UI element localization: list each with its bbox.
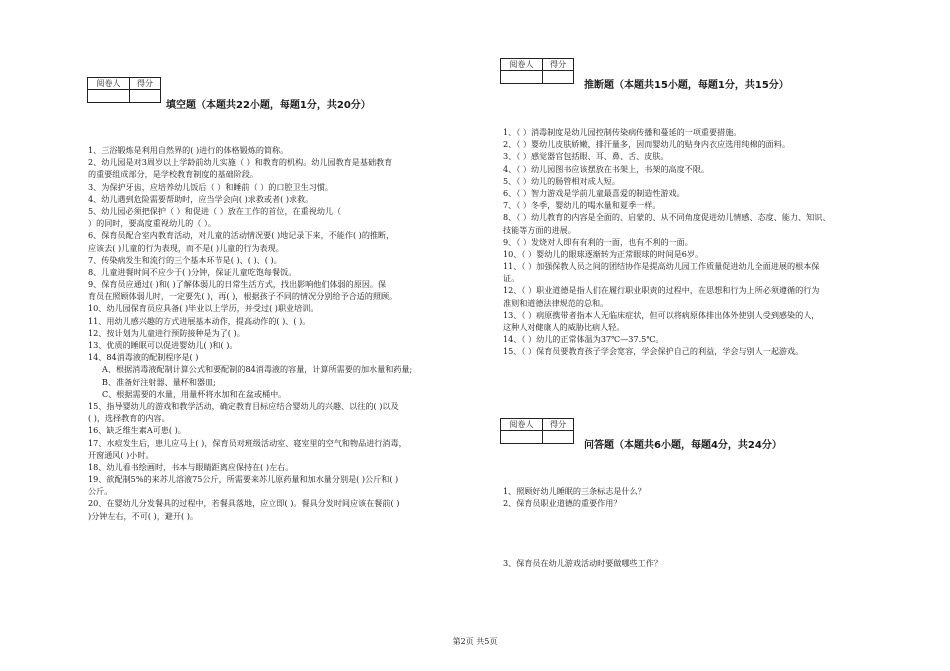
question-line: 公斤。 bbox=[88, 486, 113, 497]
judge-questions bbox=[503, 126, 830, 358]
question-line: 16、缺乏维生素A可患( )。 bbox=[88, 425, 186, 436]
grader-cell bbox=[501, 71, 543, 84]
question-line: 10、幼儿园保育员应具备( )毕业以上学历，并受过( )职业培训。 bbox=[88, 303, 319, 314]
question-line: A、根据消毒液配制计算公式和要配制的84消毒液的容量，计算所需要的加水量和药量; bbox=[102, 364, 413, 375]
question-line: 18、幼儿看书绘画时，书本与眼睛距离应保持在( )左右。 bbox=[88, 461, 294, 472]
judge-line: 9、（ ）发烧对人即有有利的一面，也有不利的一面。 bbox=[503, 236, 693, 247]
judge-section-title: 推断题（本题共15小题，每题1分，共15分） bbox=[584, 80, 789, 91]
qa-line: 2、保育员职业道德的重要作用？ bbox=[503, 498, 622, 509]
question-line: ( )，选择教育的内容。 bbox=[88, 413, 170, 424]
question-line: B、准备好注射器、量杯和器皿; bbox=[102, 376, 216, 387]
judge-line: 7、（ ）冬季，婴幼儿的喝水量和夏季一样。 bbox=[503, 200, 661, 211]
judge-line: 技能等方面的进展。 bbox=[503, 224, 576, 235]
fill-questions bbox=[88, 144, 412, 522]
judge-line: 3、（ ）感觉器官包括眼、耳、鼻、舌、皮肤。 bbox=[503, 151, 669, 162]
judge-line: 2、（ ）婴幼儿皮肤娇嫩，排汗量多，因而婴幼儿的贴身内衣应选用纯棉的面料。 bbox=[503, 139, 790, 150]
judge-line: 5、（ ）幼儿的肠管相对成人短。 bbox=[503, 175, 620, 186]
judge-line: 1、（ ）消毒制度是幼儿园控制传染病传播和蔓延的一项重要措施。 bbox=[503, 127, 742, 137]
question-line: 5、幼儿园必须把保护（ ）和促进（ ）放在工作的首位，在重视幼儿（ bbox=[88, 205, 342, 216]
question-line: 2、幼儿园是对3周岁以上学龄前幼儿实施（ ）和教育的机构。幼儿园教育是基础教育 bbox=[88, 157, 393, 168]
grader-cell bbox=[501, 431, 543, 444]
question-line: 12、按计划为儿童进行预防接种是为了( )。 bbox=[88, 327, 245, 338]
judge-line: 13、（ ）病原携带者指本人无临床症状，但可以将病原体排出体外使别人受到感染的人， bbox=[503, 309, 820, 320]
score-label: 得分 bbox=[543, 419, 574, 431]
judge-line: 准则和道德法律规范的总和。 bbox=[503, 297, 609, 308]
question-line: 3、为保护牙齿，应培养幼儿饭后（ ）和睡前（ ）的口腔卫生习惯。 bbox=[88, 181, 334, 192]
score-label: 得分 bbox=[130, 78, 161, 90]
fill-section-title: 填空题（本题共22小题，每题1分，共20分） bbox=[166, 100, 371, 111]
question-line: 17、水痘发生后，患儿应马上( )，保育员对班级活动室、寝室里的空气和物品进行消毒， bbox=[88, 437, 407, 448]
question-line: 20、在婴幼儿分发餐具的过程中，若餐具落地，应立即( )。餐具分发时间应该在餐前( ) bbox=[88, 498, 400, 509]
judge-line: 12、（ ）职业道德是指人们在履行职业职责的过程中，在思想和行为上所必须遵循的行为 bbox=[503, 285, 820, 296]
score-box-qa bbox=[500, 418, 574, 444]
question-line: 13、优质的睡眠可以促进婴幼儿( )和( )。 bbox=[88, 340, 238, 350]
question-line: 11、用幼儿感兴趣的方式进展基本动作，提高动作的( )、( )。 bbox=[88, 315, 311, 326]
score-box-judge bbox=[500, 58, 574, 84]
judge-line: 15、（ ）保育员要教育孩子学会宽容，学会保护自己的利益，学会与别人一起游戏。 bbox=[503, 346, 804, 357]
grader-cell bbox=[88, 90, 130, 103]
judge-line: 8、（ ）幼儿教育的内容是全面的、启蒙的、从不同角度促进幼儿情感、态度、能力、知识、 bbox=[503, 212, 831, 223]
question-line: 的重要组成部分，是学校教育制度的基础阶段。 bbox=[88, 169, 258, 180]
score-box-fill bbox=[87, 77, 161, 103]
question-line: )分钟左右，不可( )，避开( )。 bbox=[88, 510, 198, 521]
question-line: 应该去( )儿童的行为表现，而不是( )儿童的行为表现。 bbox=[88, 242, 284, 253]
question-line: 6、保育员配合室内教育活动，对儿童的活动情况要( )地记录下来，不能作( )的推断， bbox=[88, 230, 395, 241]
score-cell bbox=[543, 431, 574, 444]
qa-questions bbox=[503, 485, 646, 509]
qa-question-3 bbox=[503, 557, 662, 569]
question-line: 育员在照顾体弱儿时，一定要先( )，再( )，根据孩子不同的情况分别给予合适的照顾。 bbox=[88, 291, 398, 302]
judge-line: 14、（ ）幼儿的正常体温为37℃—37.5℃。 bbox=[503, 334, 664, 345]
question-line: 8、儿童进餐时间不应少于( )分钟，保证儿童吃饱每餐饭。 bbox=[88, 266, 297, 277]
grader-label: 阅卷人 bbox=[88, 78, 130, 90]
score-label: 得分 bbox=[543, 59, 574, 71]
judge-line: 10、（ ）婴幼儿的眼球逐渐转为正常眼球的时间是6岁。 bbox=[503, 248, 704, 259]
qa-line: 1、照顾好幼儿睡眠的三条标志是什么？ bbox=[503, 486, 646, 496]
question-line: 1、三浴锻炼是利用自然界的( )进行的体格锻炼的简称。 bbox=[88, 145, 289, 155]
question-line: 15、指导婴幼儿的游戏和教学活动，确定教育目标应结合婴幼儿的兴趣、以往的( )以及 bbox=[88, 400, 399, 411]
judge-line: 4、（ ）幼儿园图书应该摆放在书架上，书架的高度不限。 bbox=[503, 163, 710, 174]
question-line: 4、幼儿遇到危险需要帮助时，应当学会向( )求救或者( )求救。 bbox=[88, 193, 314, 204]
score-cell bbox=[543, 71, 574, 84]
score-cell bbox=[130, 90, 161, 103]
judge-line: 6、（ ）智力游戏是学前儿童最喜爱的制造性游戏。 bbox=[503, 187, 685, 198]
question-line: ）的同时，要高度重视幼儿的（ ）。 bbox=[88, 218, 217, 229]
question-line: C、根据需要的水量，用量杯将水加和在盆或桶中。 bbox=[102, 388, 287, 399]
question-line: 开窗通风( )小时。 bbox=[88, 449, 154, 460]
grader-label: 阅卷人 bbox=[501, 419, 543, 431]
grader-label: 阅卷人 bbox=[501, 59, 543, 71]
question-line: 14、84消毒液的配制程序是( ) bbox=[88, 352, 199, 363]
judge-line: 证。 bbox=[503, 273, 520, 284]
question-line: 19、欲配制5%的来苏儿溶液75公斤，所需要来苏儿原药量和加水量分别是( )公斤和( ) bbox=[88, 474, 399, 485]
question-line: 7、传染病发生和流行的三个基本环节是( )、( )、( )。 bbox=[88, 254, 282, 265]
judge-line: 这种人对健康人的威胁比病人轻。 bbox=[503, 322, 625, 332]
question-line: 9、保育员应通过( )和( )了解体弱儿的日常生活方式，找出影响他们体弱的原因。保 bbox=[88, 279, 387, 290]
qa-line: 3、保育员在幼儿游戏活动时要做哪些工作？ bbox=[503, 558, 662, 568]
page-number: 第2页 共5页 bbox=[452, 637, 498, 646]
judge-line: 11、（ ）加强保教人员之间的团结协作是提高幼儿园工作质量促进幼儿全面进展的根本保 bbox=[503, 261, 820, 272]
qa-section-title: 问答题（本题共6小题，每题4分，共24分） bbox=[584, 440, 782, 451]
